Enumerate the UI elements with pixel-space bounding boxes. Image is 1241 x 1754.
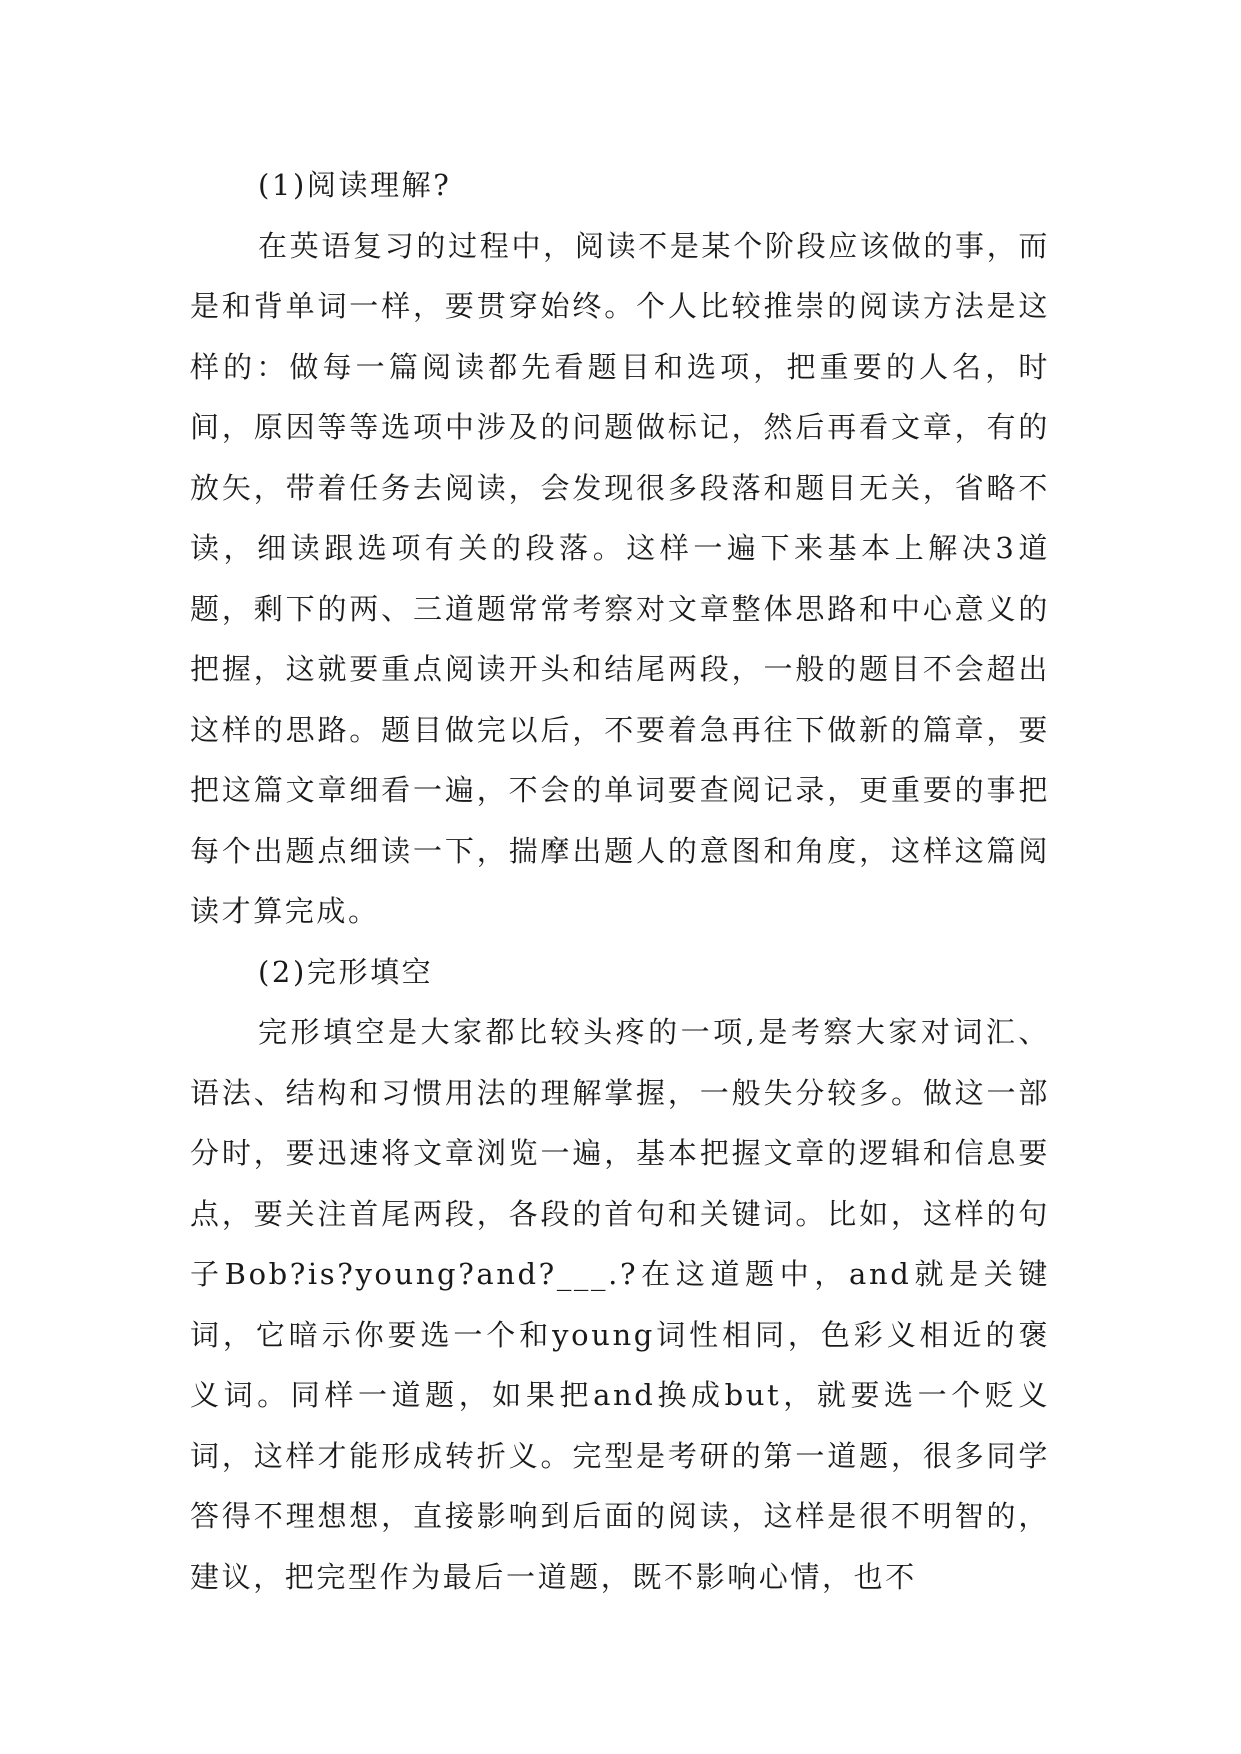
section-heading-cloze: (2)完形填空 — [258, 954, 434, 989]
paragraph-reading: 在英语复习的过程中，阅读不是某个阶段应该做的事，而是和背单词一样，要贯穿始终。个人比较推崇的阅读方法是这样的：做每一篇阅读都先看题目和选项，把重要的人名，时间，原因等等选项中涉及的问题做标记，然后再看文章，有的放矢，带着任务去阅读，会发现很多段落和题目无关，省略不读，细读跟选项有关的段落。这样一遍下来基本上解决3道题，剩下的两、三道题常常考察对文章整体思路和中心意义的把握，这就要重点阅读开头和结尾两段，一般的题目不会超出这样的思路。题目做完以后，不要着急再往下做新的篇章，要把这篇文章细看一遍，不会的单词要查阅记录，更重要的事把每个出题点细读一下，揣摩出题人的意图和角度，这样这篇阅读才算完成。 — [190, 228, 1050, 928]
document-page — [190, 155, 1050, 1607]
section-heading-reading: (1)阅读理解? — [258, 168, 452, 202]
paragraph-cloze: 完形填空是大家都比较头疼的一项,是考察大家对词汇、语法、结构和习惯用法的理解掌握，一般失分较多。做这一部分时，要迅速将文章浏览一遍，基本把握文章的逻辑和信息要点，要关注首尾两段，各段的首句和关键词。比如，这样的句子Bob?is?young?and?___.?在这道题中，and就是关键词，它暗示你要选一个和young词性相同，色彩义相近的褒义词。同样一道题，如果把and换成but，就要选一个贬义词，这样才能形成转折义。完型是考研的第一道题，很多同学答得不理想想，直接影响到后面的阅读，这样是很不明智的，建议，把完型作为最后一道题，既不影响心情，也不 — [190, 1015, 1050, 1594]
